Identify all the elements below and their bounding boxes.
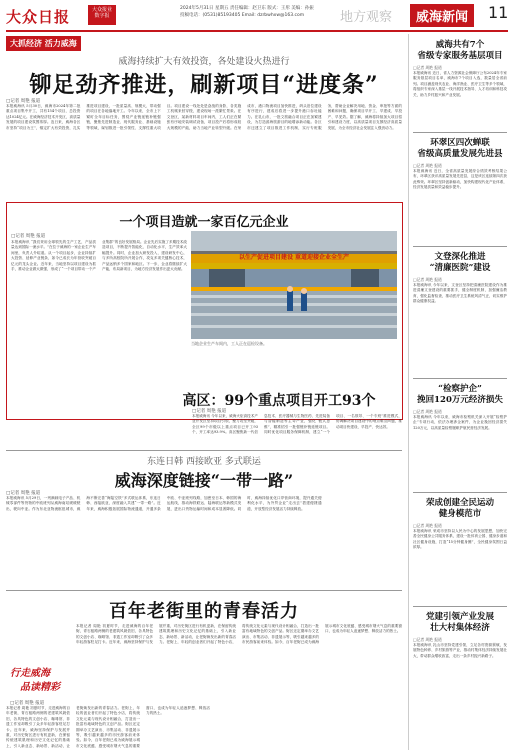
newspaper-logo: 大众日报 bbox=[6, 8, 71, 26]
sidebar-headline: “检察护企” 挽回120万元经济损失 bbox=[417, 384, 503, 405]
issue-meta-line: 2024年5月31日 星期五 责任编辑：赵卫东 版式：王彤 美编：孙振 bbox=[180, 6, 314, 11]
top-story-body: 本报威海讯 5月30日，威海市2024年第二批重点项目集中开工，共有154个项目，总投资达1024亿元。在威海经济技术开发区，高质量发展的项目建设氛围浓厚。连日来，威海各区市坚持“项目为王”，锚定扩大有效投资，扎实推进项目建设，一批质量高、规模大、带动强的项目在各地落地开工。今年以来，全市上下紧盯全年目标任务，围绕产业链延链补链强链，聚焦先进制造业、现代服务业、基础设施等领域，谋划推进一批引领性、支撑性重大项目。项目建设一线处处是奋战的身影，各类施工机械来回穿梭，建设现场一派繁忙景象。在文登区，某新材料项目车间内，工人们正在紧张有序地安装调试设备，项目投产后将形成较大规模的产能，助力当地产业转型升级。在荣成市，港口物流项目加快推进，码头泊位建设有序进行，建成后将进一步提升港口吞吐能力。在乳山市，一批文旅融合项目正在加紧建设，为打造滨海旅游目的地增添新动能。各区市还建立了项目推进工作机制，实行专班服务，帮助企业解决用地、资金、审批等方面的困难和问题，确保项目早开工、早建成、早投产、早见效。据了解，威海将持续加大项目招引和建设力度，以高质量项目支撑经济高质量发展，为全市经济社会发展注入强劲动力。 bbox=[6, 104, 402, 130]
masthead-rule bbox=[6, 30, 508, 32]
sidebar-divider bbox=[413, 246, 507, 247]
top-story-kicker: 威海持续扩大有效投资，各处建设火热进行 bbox=[118, 57, 290, 67]
sidebar-body: 本报威海讯 乳山市坚持党建引领，立足各村资源禀赋，发展特色种养、乡村旅游等产业，推动村集体经济持续发展壮大，带动群众增收致富，走出一条乡村振兴新路子。 bbox=[413, 643, 507, 658]
sidebar-headline: 威海共有7个 省级专家服务基层项目 bbox=[417, 40, 503, 61]
silk-road-byline: □记者 周艳 报道 bbox=[6, 491, 41, 496]
silk-road-kicker: 东连日韩 西接欧亚 多式联运 bbox=[147, 457, 261, 467]
gaoqu-byline: □记者 周艳 报道 bbox=[192, 409, 227, 414]
gaoqu-headline: 高区：99个重点项目开工93个 bbox=[182, 393, 376, 409]
sidebar-column bbox=[408, 34, 508, 750]
silk-road-headline: 威海深度链接“一带一路” bbox=[114, 471, 294, 490]
masthead bbox=[0, 0, 514, 30]
column-banner: 大抓经济 活力威海 bbox=[6, 36, 81, 51]
sidebar-body: 本报威海讯 近日，省人力资源社会保障厅公布2024年专家服务基层项目名单，威海市7个项目入选，数量居全省前列。项目涵盖现代农业、海洋渔业、医疗卫生等多个领域，将组织专家深入基层一线开展技术指导、人才培训和科技攻关，助力乡村振兴和产业发展。 bbox=[413, 71, 507, 97]
section-divider bbox=[6, 450, 402, 451]
sidebar-body: 本报威海讯 荣成市坚持以人民为中心的发展思想，加快完善全民健身公共服务体系，建设一批体育公园、健身步道和社区健身设施，打造“15分钟健身圈”，全民健身氛围日益浓厚。 bbox=[413, 529, 507, 550]
sidebar-byline: □记者 周艳 报道 bbox=[413, 409, 442, 414]
old-street-headline: 百年老街里的青春活力 bbox=[109, 601, 299, 622]
walk-weihai-promo bbox=[6, 662, 70, 696]
region-label: 地方观察 bbox=[340, 10, 393, 25]
factory-photo bbox=[191, 231, 397, 339]
promo-line-1: 行走威海 bbox=[10, 668, 50, 679]
sidebar-headline: 党建引领产业发展 壮大村集体经济 bbox=[425, 612, 494, 633]
old-street-body: 本报记者 周艳 初夏时节，走进威海的百年老街，青石板路两侧的老建筑风貌依旧，各具特色的文创小店、咖啡馆、非遗工作室却吸引了众多年轻游客驻足打卡。近年来，威海坚持保护与发展并重，对历史街区进行有机更新，在保留传统建筑肌理和历史文化记忆的基础上，引入新业态、新场景、新活动，让老街焕发出新的青春活力。老街上，年轻的创业者们开起了特色小店，将传统文化元素与现代设计相融合，打造出一批富有地域特色的文创产品。街区还定期举办文艺演出、市集活动、非遗展示等，吸引越来越多的市民游客前来体验。如今，百年老街已成为威海展示城市文化底蕴、感受城市烟火气息的重要窗口，也成为年轻人追逐梦想、释放活力的热土。 bbox=[76, 624, 402, 645]
factory-photo-illustration bbox=[191, 231, 397, 339]
old-street-intro: 本报记者 周艳 初夏时节，走进威海的百年老街，青石板路两侧的老建筑风貌依旧，各具特色的文创小店、咖啡馆、非遗工作室却吸引了众多年轻游客驻足打卡。近年来，威海坚持保护与发展并重，对历史街区进行有机更新，在保留传统建筑肌理和历史文化记忆的基础上，引入新业态、新场景、新活动，让老街焕发出新的青春活力。老街上，年轻的创业者们开起了特色小店，将传统文化元素与现代设计相融合，打造出一批富有地域特色的文创产品。街区还定期举办文艺演出、市集活动、非遗展示等，吸引越来越多的市民游客前来体验。如今，百年老街已成为威海展示城市文化底蕴、感受城市烟火气息的重要窗口，也成为年轻人追逐梦想、释放活力的热土。 bbox=[6, 706, 210, 748]
sidebar-divider bbox=[413, 132, 507, 133]
sidebar-byline: □记者 周艳 报道 bbox=[413, 277, 442, 282]
sidebar-headline: 文登深化推进 “清廉医院”建设 bbox=[429, 252, 491, 273]
feature-photo-caption: 当地企业生产车间内，工人正在巡检设备。 bbox=[191, 341, 267, 346]
feature-body: 本报威海讯 “我们采用全球领先的生产工艺，产品质量达到国际一流水平。”在位于威海的一家企业生产车间里，负责人介绍道。从一个项目起步，企业持续扩大投资、延伸产业链条，如今已成长为年营收突破百亿元的龙头企业。近年来，当地坚持以项目建设为抓手，推动企业做大做强，形成了“一个项目带动一个产业集群”的良好发展格局。企业先后实施了多期技术改造项目，不断提升智能化、自动化水平，生产效率大幅提升。同时，企业加大研发投入，建设研发中心，与多所高校院所开展合作，攻克多项关键核心技术，产品远销多个国家和地区。下一步，企业将继续扩大产能，布局新项目，为地方经济发展作出更大贡献。 bbox=[11, 240, 187, 272]
feature-story-box bbox=[6, 202, 403, 420]
sidebar-divider bbox=[413, 378, 507, 379]
section-divider bbox=[6, 590, 402, 591]
feature-headline: 一个项目造就一家百亿元企业 bbox=[119, 215, 289, 230]
sidebar-headline: 环翠区四次蝉联 省级高质量发展先进县 bbox=[417, 138, 503, 159]
sidebar-divider bbox=[413, 492, 507, 493]
digital-edition-badge: 大众报业 数字报 bbox=[88, 5, 116, 25]
issue-meta bbox=[180, 5, 314, 19]
section-badge: 威海新闻 bbox=[410, 4, 474, 27]
gaoqu-body: 本报威海讯 今年以来，威海火炬高技术产业开发区坚持项目引领，聚力攻坚突破，全区99个市级以上重点项目已开工93个，开工率达93.9%。高区聚焦新一代信息技术、医疗器械与生物医药、先进装备与智能制造等主导产业，强化“链式思维”，精准招引一批强链补链延链项目。同时优化项目服务保障机制，建立“一个项目、一名领导、一个专班”推进模式，协调解决项目建设中的堵点难点问题，推动项目快建设、早投产、快达效。 bbox=[192, 414, 402, 435]
issue-meta-contact: 投稿电话：(0531)85193405 Email: dzrbwhxw@163.com bbox=[180, 13, 305, 18]
silk-road-body: 本报威海讯 5月29日，一列满载电子产品、机械零部件等货物的中欧班列从威海南站缓缓驶出，驶向中亚。作为东北亚物流枢纽城市，威海不断完善“海陆空铁”多式联运体系，东连日韩、西接欧亚，深度融入共建“一带一路”。近年来，威海积极拓展国际物流通道，开通多条中欧、中亚班列线路，加密至日本、韩国的海运航线，推动海铁联运、陆海联运等新模式发展，进出口货物运输时间和成本显著降低。同时，威海持续优化口岸营商环境，提升通关便利化水平，为外贸企业“走出去”搭建便捷通道，开放型经济发展活力持续释放。 bbox=[6, 496, 322, 511]
promo-line-2: 品读精彩 bbox=[20, 682, 60, 693]
page-number: 11 bbox=[488, 3, 509, 22]
sidebar-byline: □记者 周艳 报道 bbox=[413, 637, 442, 642]
top-story-headline: 铆足劲齐推进，刷新项目“进度条” bbox=[29, 72, 379, 98]
top-story-byline: □记者 周艳 报道 bbox=[6, 99, 41, 104]
sidebar-headline: 荣成创建全民运动 健身模范市 bbox=[425, 498, 494, 519]
sidebar-divider bbox=[413, 606, 507, 607]
sidebar-body: 本报威海讯 今年以来，文登区坚持把清廉医院建设作为推进清廉文登建设的重要抓手，健全制度机制，加强廉洁教育，强化监督检查，推动医疗卫生系统风清气正，切实维护群众健康权益。 bbox=[413, 283, 507, 304]
feature-byline: □记者 周艳 报道 bbox=[11, 234, 46, 239]
old-street-byline: □记者 周艳 报道 bbox=[10, 701, 45, 706]
main-column bbox=[6, 34, 402, 750]
factory-banner-text: 以生产促进项目建设 重道迎接企业全生产 bbox=[238, 254, 350, 261]
sidebar-byline: □记者 周艳 报道 bbox=[413, 523, 442, 528]
sidebar-byline: □记者 周艳 报道 bbox=[413, 163, 442, 168]
sidebar-body: 本报威海讯 今年以来，威海市检察机关深入开展“检察护企”专项行动，依法办理涉企案件，为企业挽回经济损失120万元，以高质量检察履职护航民营经济发展。 bbox=[413, 415, 507, 430]
sidebar-body: 本报威海讯 近日，全省高质量发展综合绩效考核结果公布，环翠区获评高质量发展先进县，这是该区连续第四次获此殊荣。环翠区坚持创新驱动，加快构建现代化产业体系，经济发展质量和效益稳步提升。 bbox=[413, 169, 507, 190]
sidebar-byline: □记者 周艳 报道 bbox=[413, 65, 442, 70]
